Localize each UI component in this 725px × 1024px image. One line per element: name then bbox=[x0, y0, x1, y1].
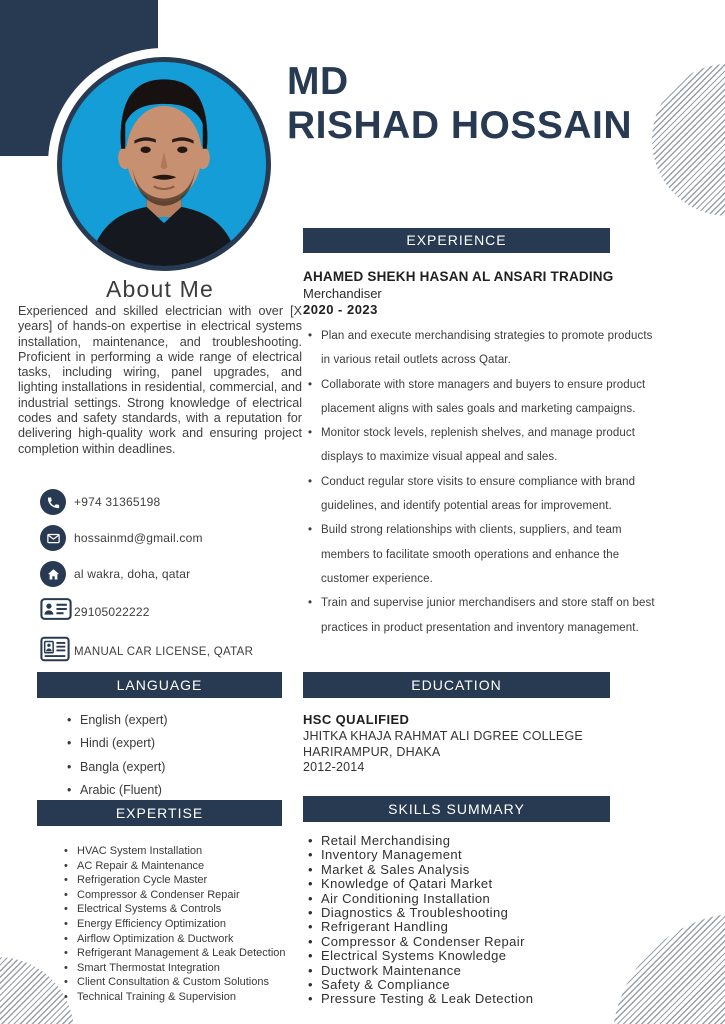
expertise-section-header: EXPERTISE bbox=[37, 800, 282, 826]
list-item: • Compressor & Condenser Repair bbox=[77, 888, 286, 903]
email-address: hossainmd@gmail.com bbox=[74, 531, 203, 545]
list-item: • Refrigerant Handling bbox=[321, 920, 533, 934]
id-number: 29105022222 bbox=[74, 604, 150, 619]
education-degree: HSC QUALIFIED bbox=[303, 712, 410, 727]
education-location: HARIRAMPUR, DHAKA bbox=[303, 745, 441, 759]
list-item: • Collaborate with store managers and buyers to ensure product placement aligns with sales goals and marketing campaigns. bbox=[321, 373, 656, 422]
language-section-header: LANGUAGE bbox=[37, 672, 282, 698]
list-item: • Hindi (expert) bbox=[80, 732, 168, 755]
experience-bullets bbox=[321, 324, 656, 640]
contact-item-phone bbox=[40, 489, 253, 515]
hatch-circle-bottom-left bbox=[0, 957, 74, 1024]
list-item: • Client Consultation & Custom Solutions bbox=[77, 975, 286, 990]
list-item: • Train and supervise junior merchandisers and store staff on best practices in product presentation and inventory management. bbox=[321, 591, 656, 640]
experience-company: AHAMED SHEKH HASAN AL ANSARI TRADING bbox=[303, 269, 614, 284]
contact-section bbox=[40, 489, 253, 667]
driving-license-icon bbox=[40, 636, 70, 667]
list-item: • Electrical Systems Knowledge bbox=[321, 949, 533, 963]
list-item: • Inventory Management bbox=[321, 848, 533, 862]
list-item: • Knowledge of Qatari Market bbox=[321, 877, 533, 891]
list-item: • Ductwork Maintenance bbox=[321, 964, 533, 978]
list-item: • Energy Efficiency Optimization bbox=[77, 917, 286, 932]
hatch-circle-top-right bbox=[652, 64, 725, 216]
list-item: • Technical Training & Supervision bbox=[77, 990, 286, 1005]
name-first-line: MD bbox=[287, 60, 349, 103]
education-section-header: EDUCATION bbox=[303, 672, 610, 698]
list-item: • English (expert) bbox=[80, 709, 168, 732]
list-item: • Compressor & Condenser Repair bbox=[321, 935, 533, 949]
language-list bbox=[80, 709, 168, 802]
list-item: • Build strong relationships with clients, suppliers, and team members to facilitate smooth operations and enhance the customer experience. bbox=[321, 518, 656, 591]
list-item: • Market & Sales Analysis bbox=[321, 863, 533, 877]
contact-item-id bbox=[40, 597, 253, 626]
expertise-list bbox=[77, 844, 286, 1005]
list-item: • Plan and execute merchandising strategies to promote products in various retail outlets across Qatar. bbox=[321, 324, 656, 373]
list-item: • Refrigerant Management & Leak Detection bbox=[77, 946, 286, 961]
email-icon bbox=[40, 525, 66, 551]
list-item: • Retail Merchandising bbox=[321, 834, 533, 848]
list-item: • Pressure Testing & Leak Detection bbox=[321, 992, 533, 1006]
list-item: • Bangla (expert) bbox=[80, 756, 168, 779]
list-item: • Conduct regular store visits to ensure compliance with brand guidelines, and identify potential areas for improvement. bbox=[321, 470, 656, 519]
list-item: • AC Repair & Maintenance bbox=[77, 859, 286, 874]
license-text: MANUAL CAR LICENSE, QATAR bbox=[74, 645, 254, 658]
experience-role: Merchandiser bbox=[303, 286, 382, 301]
list-item: • Diagnostics & Troubleshooting bbox=[321, 906, 533, 920]
phone-number: +974 31365198 bbox=[74, 495, 161, 509]
education-dates: 2012-2014 bbox=[303, 760, 365, 774]
skills-list bbox=[321, 834, 533, 1007]
name-last-line: RISHAD HOSSAIN bbox=[287, 104, 633, 147]
list-item: • Electrical Systems & Controls bbox=[77, 902, 286, 917]
list-item: • HVAC System Installation bbox=[77, 844, 286, 859]
education-institution: JHITKA KHAJA RAHMAT ALI DGREE COLLEGE bbox=[303, 729, 583, 743]
contact-item-email bbox=[40, 525, 253, 551]
about-title: About Me bbox=[105, 276, 215, 302]
list-item: • Air Conditioning Installation bbox=[321, 892, 533, 906]
phone-icon bbox=[40, 489, 66, 515]
page-title bbox=[287, 60, 632, 148]
portrait-illustration bbox=[62, 62, 266, 266]
hatch-circle-bottom-right bbox=[612, 913, 725, 1024]
contact-item-address bbox=[40, 561, 253, 587]
experience-section-header: EXPERIENCE bbox=[303, 228, 610, 253]
experience-dates: 2020 - 2023 bbox=[303, 302, 378, 317]
skills-section-header: SKILLS SUMMARY bbox=[303, 796, 610, 822]
address-text: al wakra, doha, qatar bbox=[74, 567, 191, 581]
profile-photo bbox=[57, 57, 271, 271]
about-text: Experienced and skilled electrician with over [X years] of hands-on expertise in electrical systems installation, maintenance, and troubleshooting. Proficient in performing a wide range of electrical tasks, including wiring, panel upgrades, and lighting installations in residential, commercial, and industrial settings. Strong knowledge of electrical codes and safety standards, with a reputation for delivering high-quality work and ensuring project completion within deadlines. bbox=[18, 304, 302, 456]
list-item: • Refrigeration Cycle Master bbox=[77, 873, 286, 888]
list-item: • Airflow Optimization & Ductwork bbox=[77, 932, 286, 947]
list-item: • Smart Thermostat Integration bbox=[77, 961, 286, 976]
contact-item-license bbox=[40, 636, 253, 667]
list-item: • Safety & Compliance bbox=[321, 978, 533, 992]
list-item: • Arabic (Fluent) bbox=[80, 779, 168, 802]
id-card-icon bbox=[40, 597, 72, 626]
list-item: • Monitor stock levels, replenish shelves, and manage product displays to maximize visual appeal and sales. bbox=[321, 421, 656, 470]
home-icon bbox=[40, 561, 66, 587]
